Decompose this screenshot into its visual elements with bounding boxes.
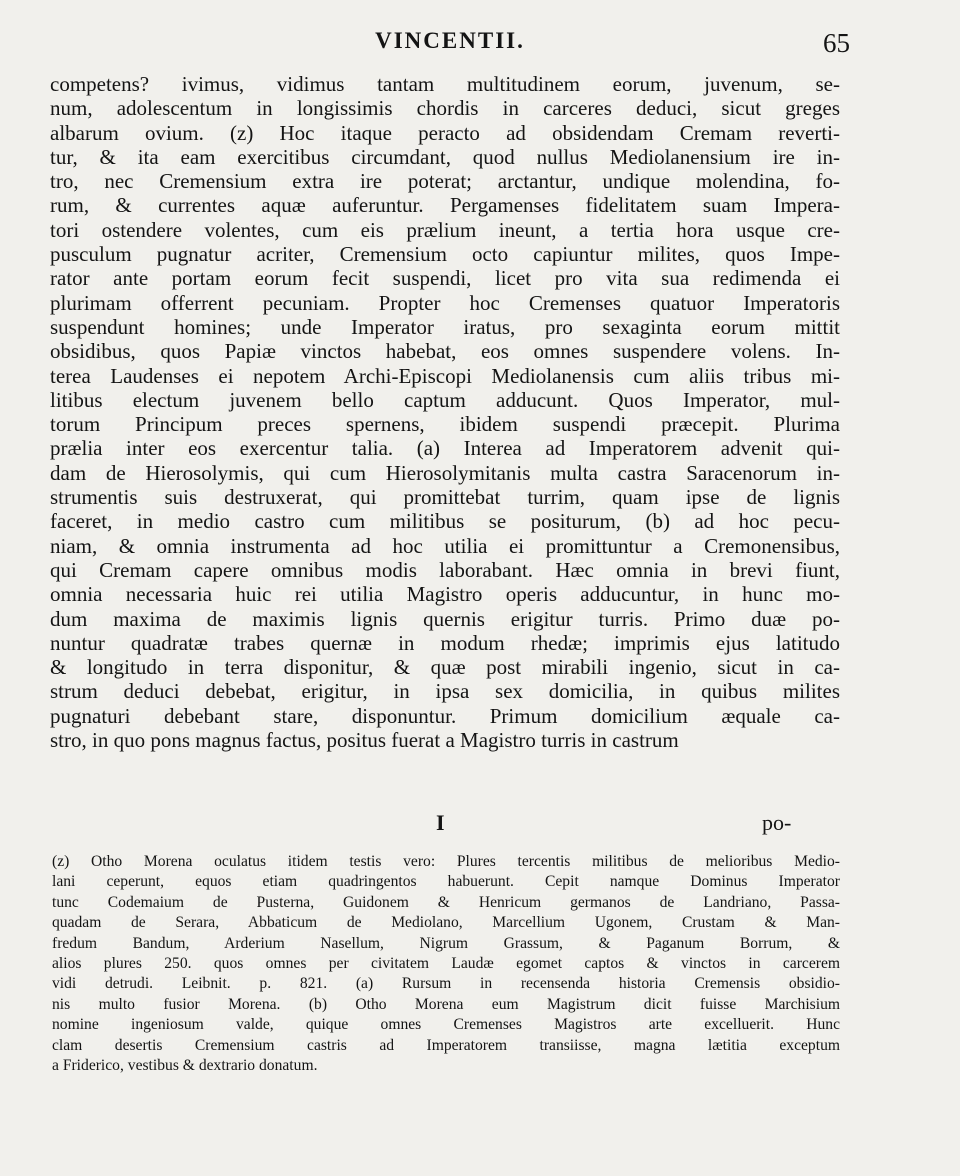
signature-mark: I [436,810,445,835]
text-line: litibus electum juvenem bello captum adducunt. Quos Imperator, mul- [50,387,840,412]
footnote-line: tunc Codemaium de Pusterna, Guidonem & Henricum germanos de Landriano, Passa- [52,893,840,911]
footnote-line: vidi detrudi. Leibnit. p. 821. (a) Rursum in recensenda historia Cremensis obsidio- [52,975,840,993]
text-line: nuntur quadratæ trabes quernæ in modum rhedæ; imprimis ejus latitudo [50,630,840,655]
text-line: omnia necessaria huic rei utilia Magistro operis adducuntur, in hunc mo- [50,582,840,607]
footnote-line: fredum Bandum, Arderium Nasellum, Nigrum Grassum, & Paganum Borrum, & [52,934,840,952]
text-line: competens? ivimus, vidimus tantam multitudinem eorum, juvenum, se- [50,72,840,96]
footnotes [52,852,840,1076]
running-title: VINCENTII. [375,28,525,53]
page-header [0,28,960,64]
main-text [50,72,840,752]
text-line: terea Laudenses ei nepotem Archi-Episcopi Mediolanensis cum aliis tribus mi- [50,363,840,388]
text-line: tur, & ita eam exercitibus circumdant, quod nullus Mediolanensium ire in- [50,144,840,169]
catch-line [0,810,960,838]
footnote-line: alios plures 250. quos omnes per civitatem Laudæ egomet captos & vinctos in carcerem [52,954,840,972]
text-line: faceret, in medio castro cum militibus se positurum, (b) ad hoc pecu- [50,509,840,534]
text-line: prælia inter eos exercentur talia. (a) Interea ad Imperatorem advenit qui- [50,436,840,461]
text-line: albarum ovium. (z) Hoc itaque peracto ad obsidendam Cremam reverti- [50,120,840,145]
text-line: torum Principum preces spernens, ibidem suspendi præcepit. Plurima [50,412,840,437]
text-line: niam, & omnia instrumenta ad hoc utilia ei promittuntur a Cremonensibus, [50,533,840,558]
text-line: rator ante portam eorum fecit suspendi, licet pro vita sua redimenda ei [50,266,840,291]
text-line: suspendunt homines; unde Imperator iratus, pro sexaginta eorum mittit [50,314,840,339]
text-line: num, adolescentum in longissimis chordis in carceres deduci, sicut greges [50,96,840,121]
text-line: pugnaturi debebant stare, disponuntur. Primum domicilium æquale ca- [50,703,840,728]
text-line: strumentis suis destruxerat, qui promittebat turrim, quam ipse de lignis [50,485,840,510]
text-line: tori ostendere volentes, cum eis prælium ineunt, a tertia hora usque cre- [50,217,840,242]
footnote-line: quadam de Serara, Abbaticum de Mediolano, Marcellium Ugonem, Crustam & Man- [52,914,840,932]
text-line: stro, in quo pons magnus factus, positus fuerat a Magistro turris in castrum [50,728,679,753]
text-line: dam de Hierosolymis, qui cum Hierosolymitanis multa castra Saracenorum in- [50,460,840,485]
text-line: plurimam offerrent pecuniam. Propter hoc Cremenses quatuor Imperatoris [50,290,840,315]
text-line: tro, nec Cremensium extra ire poterat; arctantur, undique molendina, fo- [50,169,840,194]
catchword: po- [762,810,792,835]
footnote-line: nis multo fusior Morena. (b) Otho Morena eum Magistrum dicit fuisse Marchisium [52,995,840,1013]
text-line: qui Cremam capere omnibus modis laborabant. Hæc omnia in brevi fiunt, [50,557,840,582]
footnote-line: a Friderico, vestibus & dextrario donatum. [52,1056,318,1074]
text-line: & longitudo in terra disponitur, & quæ post mirabili ingenio, sicut in ca- [50,655,840,680]
text-line: pusculum pugnatur acriter, Cremensium octo capiuntur milites, quos Impe- [50,242,840,267]
text-line: dum maxima de maximis lignis quernis erigitur turris. Primo duæ po- [50,606,840,631]
page-number: 65 [823,28,850,58]
footnote-line: lani ceperunt, equos etiam quadringentos habuerunt. Cepit namque Dominus Imperator [52,873,840,891]
text-line: rum, & currentes aquæ auferuntur. Pergamenses fidelitatem suam Impera- [50,193,840,218]
footnote-line: clam desertis Cremensium castris ad Imperatorem transiisse, magna lætitia exceptum [52,1036,840,1054]
text-line: obsidibus, quos Papiæ vinctos habebat, eos omnes suspendere volens. In- [50,339,840,364]
footnote-line: (z) Otho Morena oculatus itidem testis vero: Plures tercentis militibus de melioribus Medio- [52,853,840,870]
text-line: strum deduci debebat, erigitur, in ipsa sex domicilia, in quibus milites [50,679,840,704]
footnote-line: nomine ingeniosum valde, quique omnes Cremenses Magistros arte excelluerit. Hunc [52,1016,840,1034]
